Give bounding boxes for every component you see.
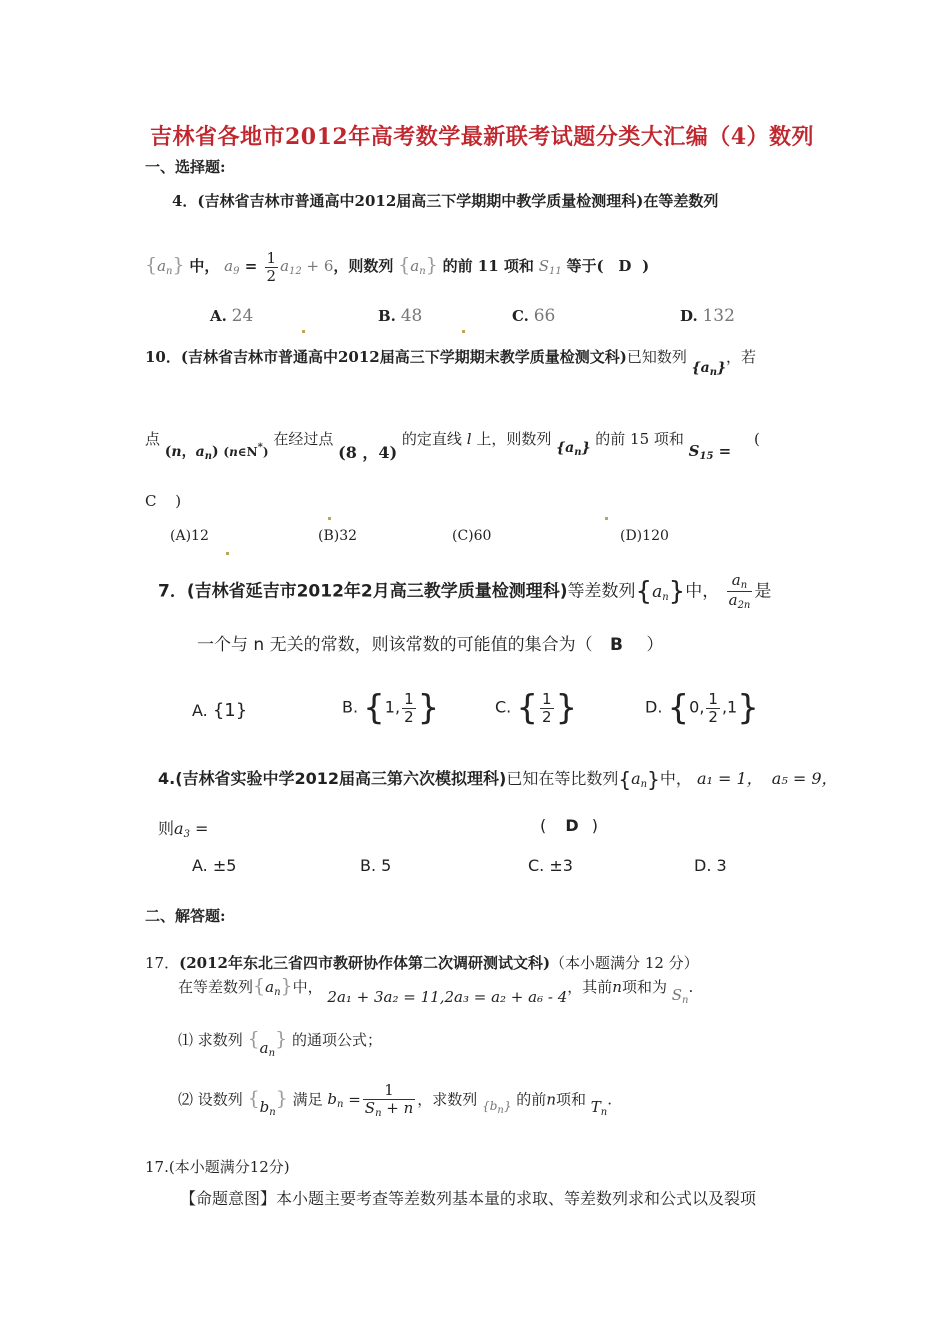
q17-footer-intent: 【命题意图】本小题主要考查等差数列基本量的求取、等差数列求和公式以及裂项: [180, 1189, 757, 1208]
section-heading-answer: 二、解答题:: [145, 907, 226, 925]
q4-answer: D: [618, 257, 632, 275]
q4b-answer-line: ( D ): [540, 816, 598, 835]
q4-stem: $\{a_n\}$ 中， $a_9$ = $\frac{1}{2}$ $a_{12} + 6$，则数列 $\{a_n\}$ 的前 11 项和 $S_{11}$ 等于( D ): [145, 249, 650, 285]
q4-option-a: A. 24: [210, 306, 254, 326]
q4b-option-d: D. 3: [694, 856, 727, 875]
q4-option-c: C. 66: [512, 306, 556, 326]
page-title: 吉林省各地市2012年高考数学最新联考试题分类大汇编（4）数列: [150, 124, 815, 150]
q4-option-b: B. 48: [378, 306, 423, 326]
q17-part1: ⑴ 求数列 $\{a_n\}$ 的通项公式；: [178, 1028, 382, 1059]
section-heading-choice: 一、选择题:: [145, 158, 226, 176]
q4b-answer: D: [565, 816, 579, 835]
q4b-stem: 4.(吉林省实验中学2012届高三第六次模拟理科)已知在等比数列$\{a_n\}$中， a₁ = 1， a₅ = 9，: [158, 767, 838, 792]
q4-option-d: D. 132: [680, 306, 735, 326]
q4b-option-b: B. 5: [360, 856, 392, 875]
q17-header: 17．(2012年东北三省四市教研协作体第二次调研测试文科)（本小题满分 12 分）: [145, 954, 699, 972]
q10-answer: C: [145, 492, 157, 510]
q17-part2: ⑵ 设数列 $\{b_n\}$ 满足 $b_n$ = $\frac{1}{S_n + n}$ ，求数列 $_{\{b_n\}}$ 的前n项和 $T_n$.: [178, 1081, 613, 1119]
q17-stem: 在等差数列$\{a_n\}$中， 2a₁ + 3a₂ = 11,2a₃ = a₂ + a₆ - 4，其前n项和为 $S_n$.: [178, 975, 694, 1006]
q10-option-d: (D)120: [620, 528, 669, 544]
q7-option-c: C. { $\frac{1}{2}$ }: [495, 688, 578, 728]
q7-option-b: B. {1, $\frac{1}{2}$ }: [342, 688, 440, 728]
q7-option-d: D. {0, $\frac{1}{2}$ ,1}: [645, 688, 759, 728]
q7-stem: 7．(吉林省延吉市2012年2月高三教学质量检测理科)等差数列$\{a_n\}$中， $\frac{a_n}{a_{2n}}$ 是: [158, 571, 772, 611]
q4b-option-c: C. ±3: [528, 856, 573, 875]
q10-option-a: (A)12: [170, 528, 209, 544]
q10-stem: 点 (n，$a_n$) $_{(n\in N^*)}$ 在经过点 (8 ，4) 的定直线 l 上，则数列 $\{a_n\}$ 的前 15 项和 $S_{15}$ = (: [145, 430, 760, 462]
q10-option-c: (C)60: [452, 528, 492, 544]
q7-option-a: A. {1}: [192, 700, 248, 721]
q7-stem-line2: 一个与 n 无关的常数，则该常数的可能值的集合为（ B ）: [197, 635, 664, 655]
q17-footer-score: 17.(本小题满分12分): [145, 1158, 290, 1176]
q10-header: 10．(吉林省吉林市普通高中2012届高三下学期期末教学质量检测文科)已知数列 $\{a_n\}$，若: [145, 348, 757, 378]
q4b-option-a: A. ±5: [192, 856, 237, 875]
q7-answer: B: [610, 635, 623, 655]
q10-answer-line: C ): [145, 492, 182, 510]
q4-header: 4．(吉林省吉林市普通高中2012届高三下学期期中教学质量检测理科)在等差数列: [172, 192, 719, 210]
q10-option-b: (B)32: [318, 528, 358, 544]
q4b-stem-line2: 则$a_3$ =: [158, 819, 209, 840]
